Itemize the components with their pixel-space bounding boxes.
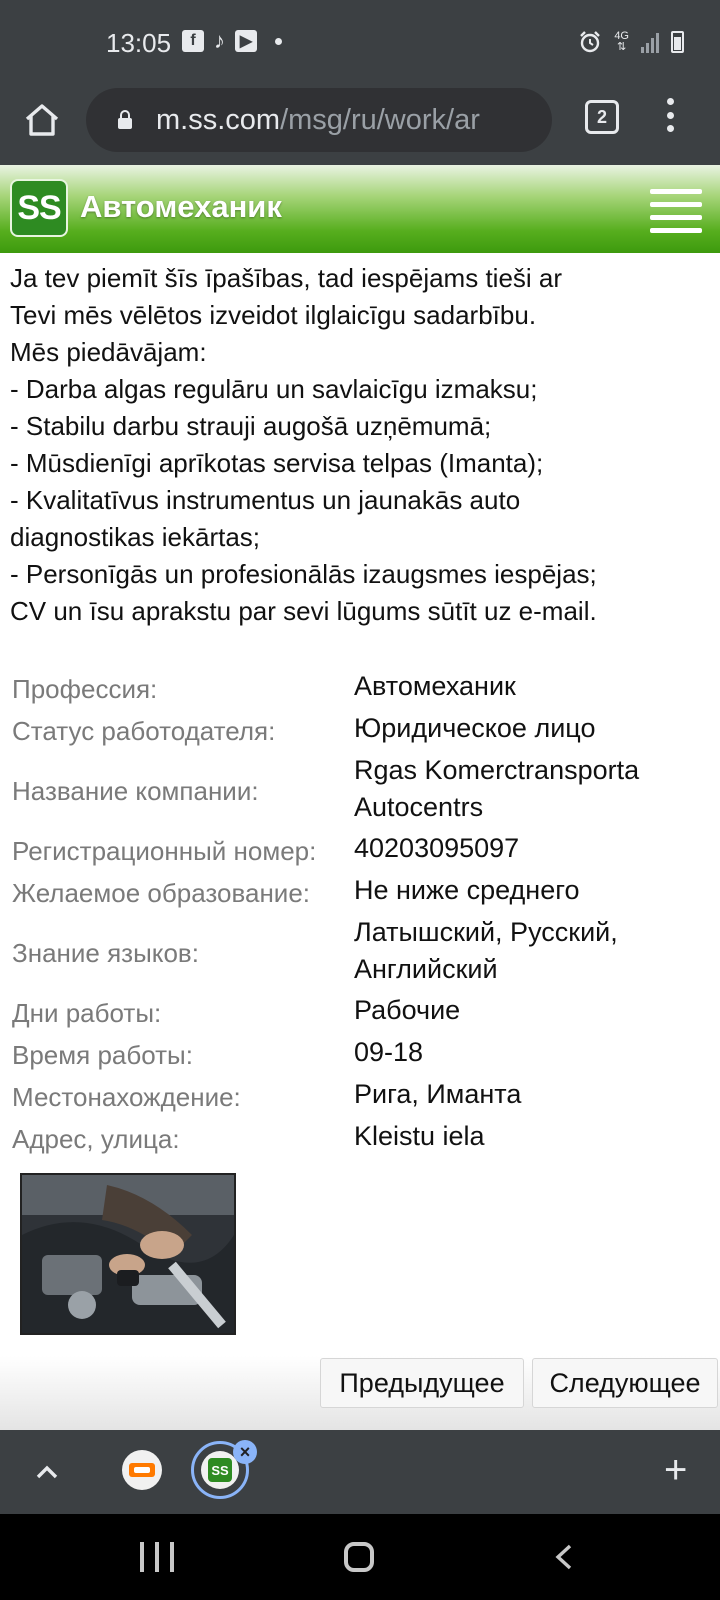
- detail-label: Дни работы:: [12, 997, 162, 1028]
- tiktok-icon: ♪: [214, 28, 225, 53]
- detail-value: [354, 992, 460, 1034]
- detail-label: Желаемое образование:: [12, 877, 311, 908]
- detail-label: Знание языков:: [12, 937, 199, 968]
- chevron-up-icon[interactable]: [32, 1458, 62, 1488]
- detail-value[interactable]: [354, 1118, 485, 1160]
- more-menu-icon[interactable]: [664, 98, 676, 132]
- detail-label: Адрес, улица:: [12, 1123, 180, 1154]
- detail-value: [354, 752, 639, 830]
- site-logo[interactable]: SS: [12, 181, 66, 235]
- youtube-play-icon: ▶: [235, 30, 257, 52]
- detail-value: [354, 1034, 423, 1076]
- status-icons-left: [182, 30, 282, 52]
- page-title: Автомеханик: [80, 189, 282, 224]
- detail-value: [354, 668, 516, 710]
- url-field[interactable]: [86, 88, 552, 152]
- url-text: [156, 104, 480, 137]
- site-header: [0, 165, 720, 253]
- next-button[interactable]: Следующее: [532, 1358, 718, 1408]
- detail-value-line: Юридическое лицо: [354, 713, 596, 743]
- hamburger-menu-icon[interactable]: [650, 189, 702, 233]
- description-line: Ja tev piemīt šīs īpašības, tad iespējams tieši ar: [10, 263, 563, 293]
- facebook-icon: f: [182, 30, 204, 52]
- tab-switcher-button[interactable]: 2: [585, 100, 619, 134]
- detail-label: Название компании:: [12, 775, 259, 806]
- bottom-tab-strip: [0, 1430, 720, 1514]
- detail-value-line: Рабочие: [354, 995, 461, 1025]
- ad-description: [10, 260, 715, 630]
- description-line: - Kvalitatīvus instrumentus un jaunakās auto: [10, 485, 521, 515]
- browser-toolbar: [0, 88, 720, 165]
- description-line: - Stabilu darbu strauji augošā uzņēmumā;: [10, 411, 492, 441]
- system-nav-bar: [0, 1514, 720, 1600]
- data-arrows-icon: ⇅: [617, 41, 627, 53]
- url-domain: m.ss.com: [156, 103, 281, 136]
- detail-value-line: 09-18: [354, 1037, 424, 1067]
- detail-value: [354, 914, 618, 992]
- url-path: /msg/ru/work/ar: [280, 103, 480, 136]
- detail-label: Статус работодателя:: [12, 715, 276, 746]
- detail-value-line: Autocentrs: [354, 792, 484, 822]
- description-line: - Darba algas regulāru un savlaicīgu izmaksu;: [10, 374, 538, 404]
- detail-label: Регистрационный номер:: [12, 835, 317, 866]
- detail-row-employer-status: [12, 710, 712, 752]
- home-icon[interactable]: [22, 100, 62, 140]
- detail-value: [354, 830, 519, 872]
- detail-row-registration-number: [12, 830, 712, 872]
- status-icons-right: [578, 30, 684, 54]
- detail-label: Время работы:: [12, 1039, 193, 1070]
- description-line: diagnostikas iekārtas;: [10, 522, 261, 552]
- detail-value: [354, 872, 579, 914]
- ss-favicon-icon: SS: [208, 1458, 232, 1482]
- engine-photo-image: [22, 1175, 234, 1333]
- lock-icon: [118, 118, 132, 129]
- new-tab-plus-icon[interactable]: +: [664, 1448, 688, 1492]
- network-label: 4G: [614, 30, 629, 42]
- detail-value-line: Английский: [354, 954, 498, 984]
- previous-button[interactable]: Предыдущее: [320, 1358, 524, 1408]
- detail-row-address: [12, 1118, 712, 1160]
- recents-icon[interactable]: [140, 1542, 174, 1572]
- description-line: CV un īsu aprakstu par sevi lūgums sūtīt uz e-mail.: [10, 596, 597, 626]
- ad-photo[interactable]: [20, 1173, 236, 1335]
- description-line: - Personīgās un profesionālās izaugsmes iespējas;: [10, 559, 597, 589]
- pagination-area: [0, 1356, 720, 1430]
- detail-row-work-hours: [12, 1034, 712, 1076]
- back-icon[interactable]: [550, 1542, 580, 1572]
- site-favicon-icon: [129, 1463, 155, 1477]
- detail-row-location: [12, 1076, 712, 1118]
- detail-row-languages: [12, 914, 712, 992]
- detail-row-education: [12, 872, 712, 914]
- description-line: - Mūsdienīgi aprīkotas servisa telpas (Imanta);: [10, 448, 544, 478]
- tab-thumbnail-1[interactable]: [122, 1450, 162, 1490]
- detail-value-line: Не ниже среднего: [354, 875, 580, 905]
- signal-icon: [641, 31, 659, 53]
- home-system-icon[interactable]: [344, 1542, 374, 1572]
- detail-value-line: 40203095097: [354, 833, 520, 863]
- description-line: Tevi mēs vēlētos izveidot ilglaicīgu sadarbību.: [10, 300, 537, 330]
- description-line: Mēs piedāvājam:: [10, 337, 207, 367]
- detail-value: [354, 710, 595, 752]
- details-table: [12, 668, 712, 1160]
- status-time: 13:05: [106, 28, 172, 58]
- location-link[interactable]: Рига, Иманта: [354, 1079, 522, 1109]
- alarm-icon: [578, 30, 602, 54]
- detail-row-work-days: [12, 992, 712, 1034]
- battery-icon: [671, 31, 684, 53]
- detail-row-company-name: [12, 752, 712, 830]
- detail-label: Местонахождение:: [12, 1081, 241, 1112]
- detail-value[interactable]: [354, 1076, 521, 1118]
- detail-value-line: Автомеханик: [354, 671, 516, 701]
- close-tab-icon[interactable]: ×: [233, 1440, 257, 1464]
- detail-value-line: Латышский, Русский,: [354, 917, 618, 947]
- notification-dot-icon: [275, 38, 282, 45]
- network-type: [614, 31, 629, 53]
- address-link[interactable]: Kleistu iela: [354, 1121, 485, 1151]
- detail-row-profession: [12, 668, 712, 710]
- status-bar: [0, 0, 720, 88]
- detail-value-line: Rgas Komerctransporta: [354, 755, 640, 785]
- detail-label: Профессия:: [12, 673, 158, 704]
